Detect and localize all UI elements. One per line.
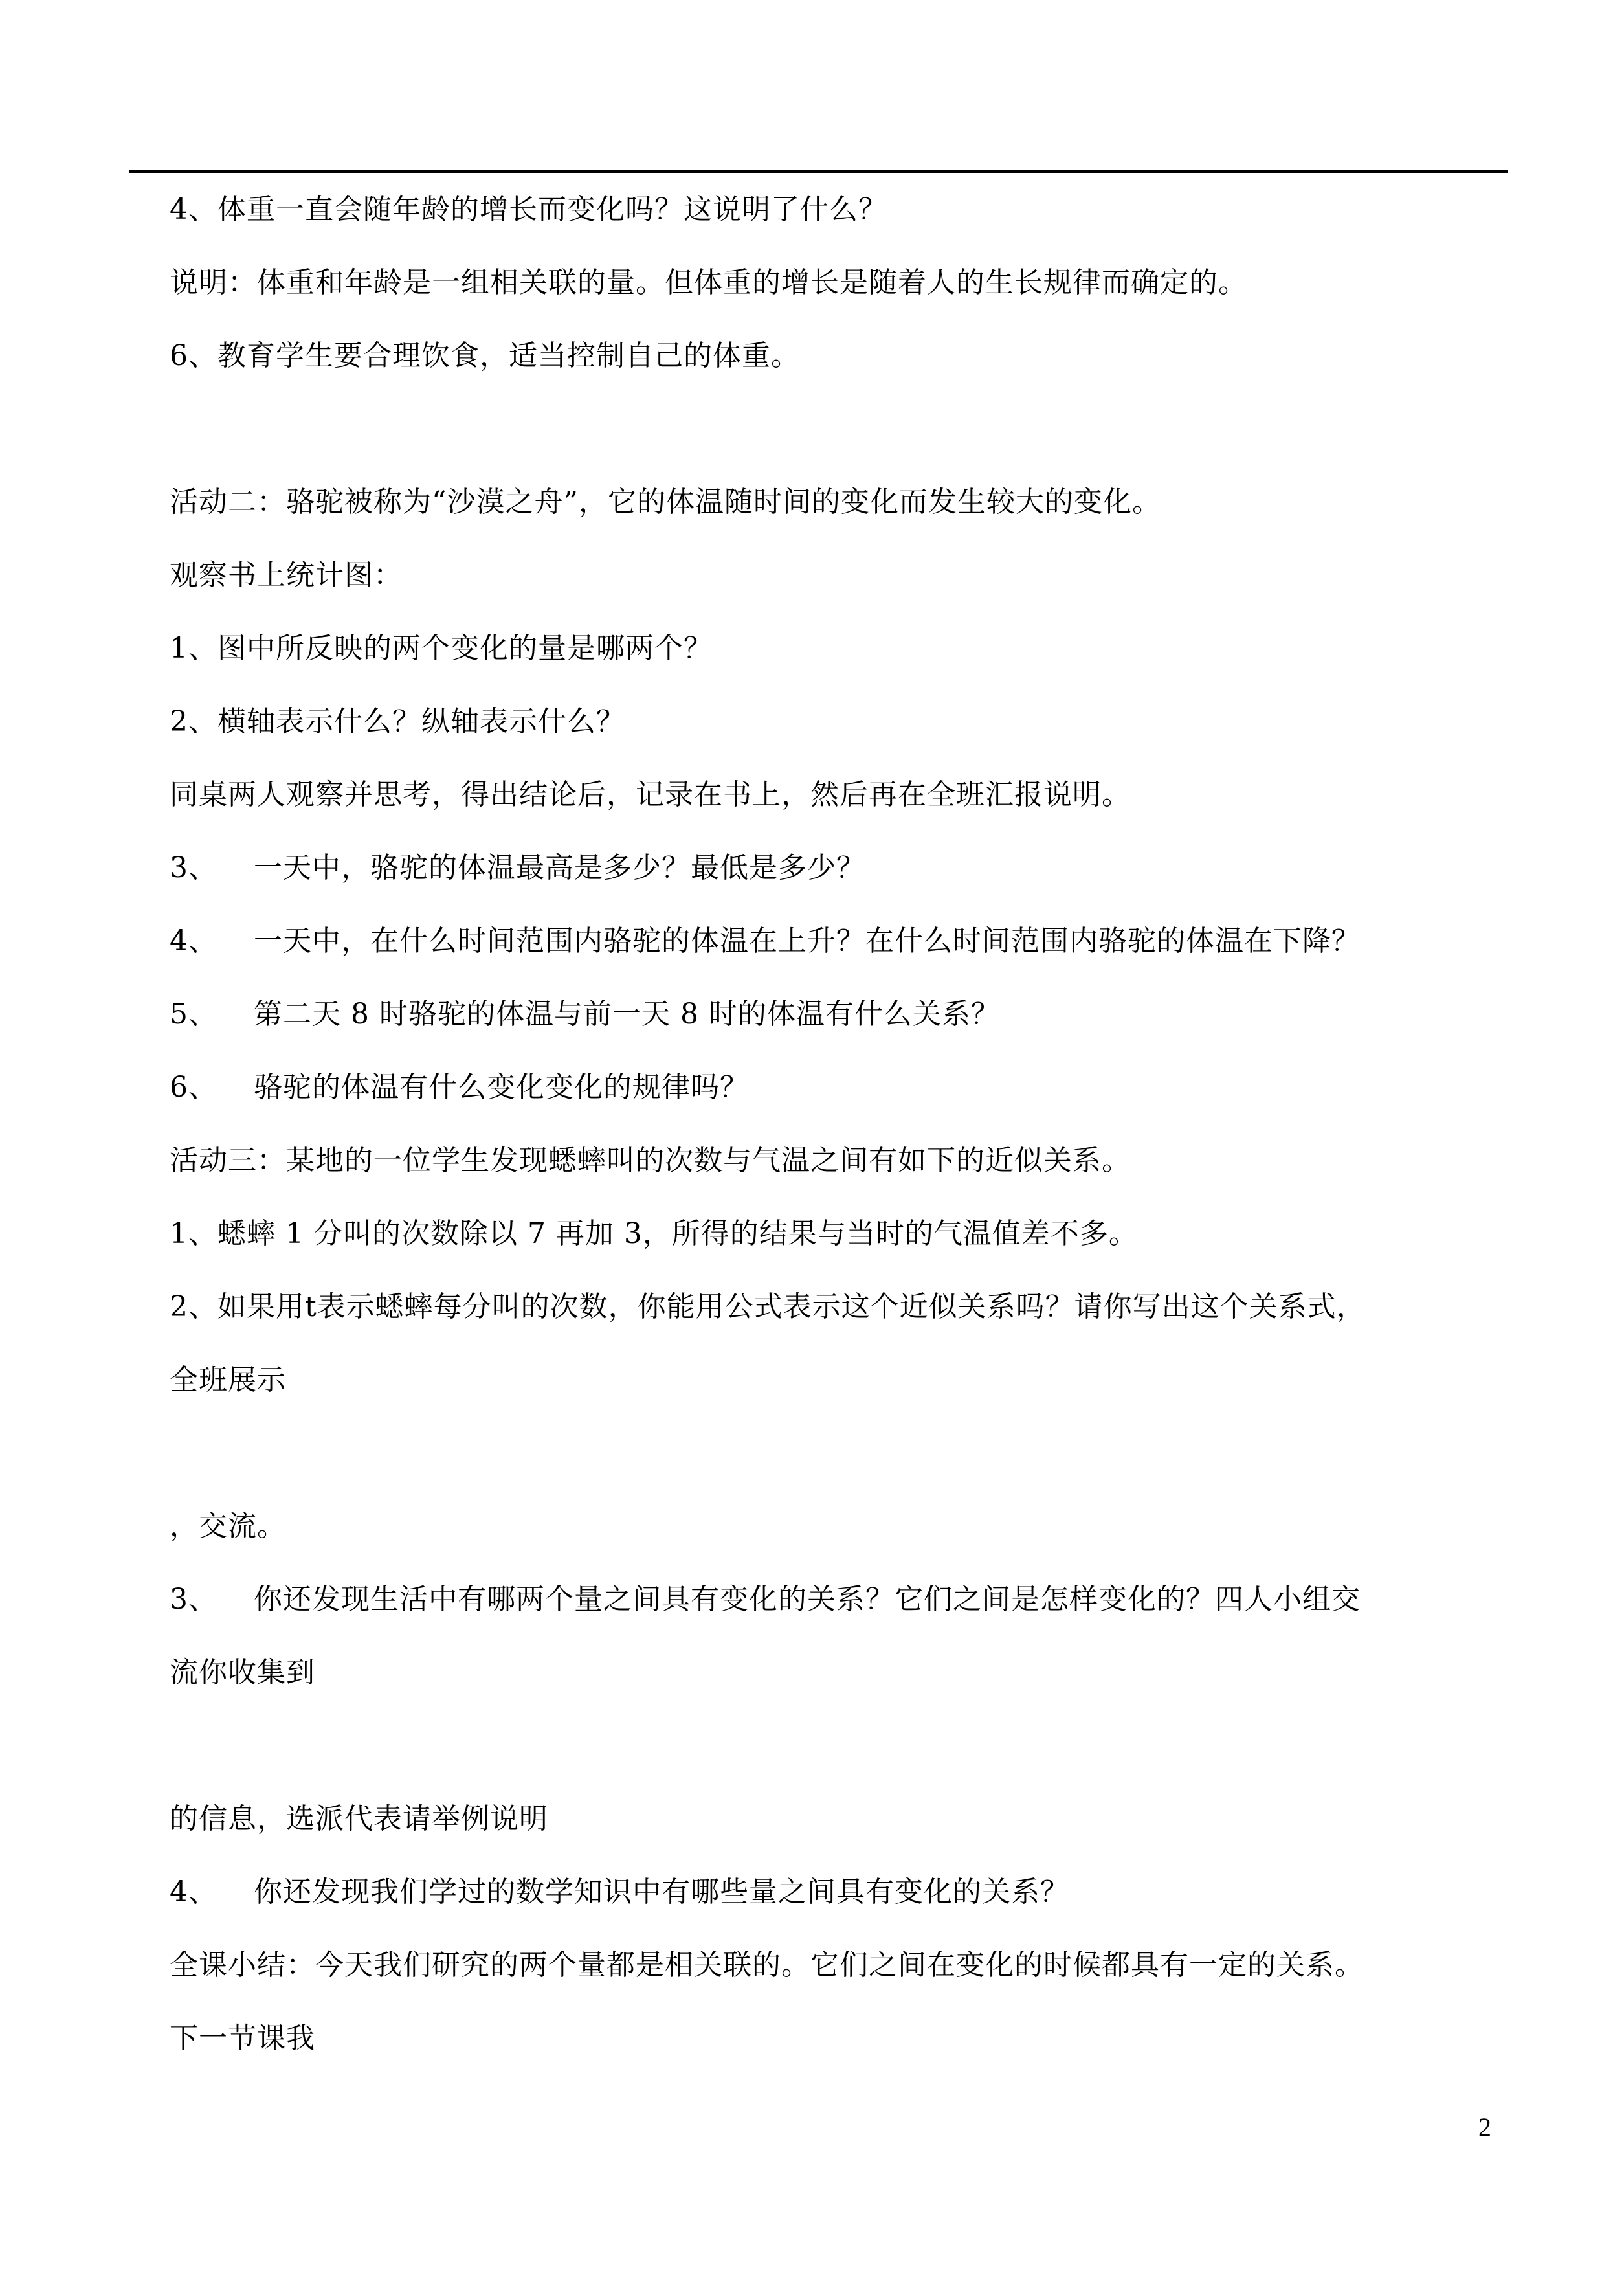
line-text: 流你收集到 [170, 1656, 315, 1689]
line-text: 一天中，骆驼的体温最高是多少？最低是多少？ [254, 851, 865, 884]
item-6-education [170, 338, 800, 374]
line-text: 说明：体重和年龄是一组相关联的量。但体重的增长是随着人的生长规律而确定的。 [170, 266, 1247, 299]
activity-2-heading [170, 484, 1161, 520]
line-text: ，交流。 [170, 1510, 286, 1543]
line-text: 下一节课我 [170, 2022, 315, 2055]
information-line [170, 1801, 548, 1837]
line-text: 观察书上统计图： [170, 559, 403, 592]
item-number: 6、 [170, 1071, 217, 1104]
exchange-line [170, 1508, 286, 1545]
question-5 [170, 996, 1000, 1033]
item-number: 4、 [170, 1875, 217, 1908]
line-text: 骆驼的体温有什么变化变化的规律吗？ [254, 1071, 749, 1104]
question-2 [170, 704, 625, 740]
activity-3-item-4 [170, 1874, 1069, 1910]
line-text: 横轴表示什么？纵轴表示什么？ [217, 705, 625, 738]
observe-chart-line [170, 557, 403, 594]
lesson-summary-continued [170, 2020, 315, 2057]
line-text: 全班展示 [170, 1363, 286, 1396]
line-text: 体重一直会随年龄的增长而变化吗？这说明了什么？ [217, 193, 887, 226]
item-number: 1、 [170, 632, 217, 665]
line-text: 第二天 8 时骆驼的体温与前一天 8 时的体温有什么关系？ [254, 998, 1000, 1031]
item-number: 3、 [170, 851, 217, 884]
question-4 [170, 923, 1361, 959]
item-number: 2、 [170, 705, 217, 738]
page-number: 2 [1478, 2112, 1491, 2142]
lesson-summary [170, 1947, 1364, 1984]
item-number: 5、 [170, 998, 217, 1031]
desk-partners-line [170, 777, 1131, 813]
activity-3-item-3-continued [170, 1655, 315, 1691]
line-text: 你还发现我们学过的数学知识中有哪些量之间具有变化的关系？ [254, 1875, 1069, 1908]
explanation-line [170, 265, 1247, 301]
line-text: 你还发现生活中有哪两个量之间具有变化的关系？它们之间是怎样变化的？四人小组交 [254, 1583, 1361, 1616]
header-rule [129, 170, 1508, 173]
item-number: 4、 [170, 193, 217, 226]
question-6 [170, 1069, 749, 1106]
line-text: 教育学生要合理饮食，适当控制自己的体重。 [217, 339, 800, 372]
item-number: 4、 [170, 924, 217, 957]
item-number: 1、 [170, 1217, 217, 1250]
line-text: 蟋蟀 1 分叫的次数除以 7 再加 3，所得的结果与当时的气温值差不多。 [217, 1217, 1138, 1250]
activity-3-item-2-continued [170, 1362, 286, 1398]
question-3 [170, 850, 865, 886]
activity-3-heading [170, 1143, 1131, 1179]
activity-3-item-3 [170, 1582, 1361, 1618]
line-text: 活动三：某地的一位学生发现蟋蟀叫的次数与气温之间有如下的近似关系。 [170, 1144, 1131, 1177]
line-text: 如果用t表示蟋蟀每分叫的次数，你能用公式表示这个近似关系吗？请你写出这个关系式， [217, 1290, 1366, 1323]
item-number: 6、 [170, 339, 217, 372]
line-text: 的信息，选派代表请举例说明 [170, 1802, 548, 1835]
item-number: 2、 [170, 1290, 217, 1323]
question-4-weight [170, 192, 887, 228]
item-number: 3、 [170, 1583, 217, 1616]
line-text: 活动二：骆驼被称为“沙漠之舟”，它的体温随时间的变化而发生较大的变化。 [170, 486, 1161, 519]
line-text: 一天中，在什么时间范围内骆驼的体温在上升？在什么时间范围内骆驼的体温在下降？ [254, 924, 1361, 957]
activity-3-item-2 [170, 1289, 1366, 1325]
activity-3-item-1 [170, 1216, 1138, 1252]
line-text: 全课小结：今天我们研究的两个量都是相关联的。它们之间在变化的时候都具有一定的关系。 [170, 1949, 1364, 1982]
line-text: 同桌两人观察并思考，得出结论后，记录在书上，然后再在全班汇报说明。 [170, 778, 1131, 811]
question-1 [170, 631, 713, 667]
line-text: 图中所反映的两个变化的量是哪两个？ [217, 632, 713, 665]
